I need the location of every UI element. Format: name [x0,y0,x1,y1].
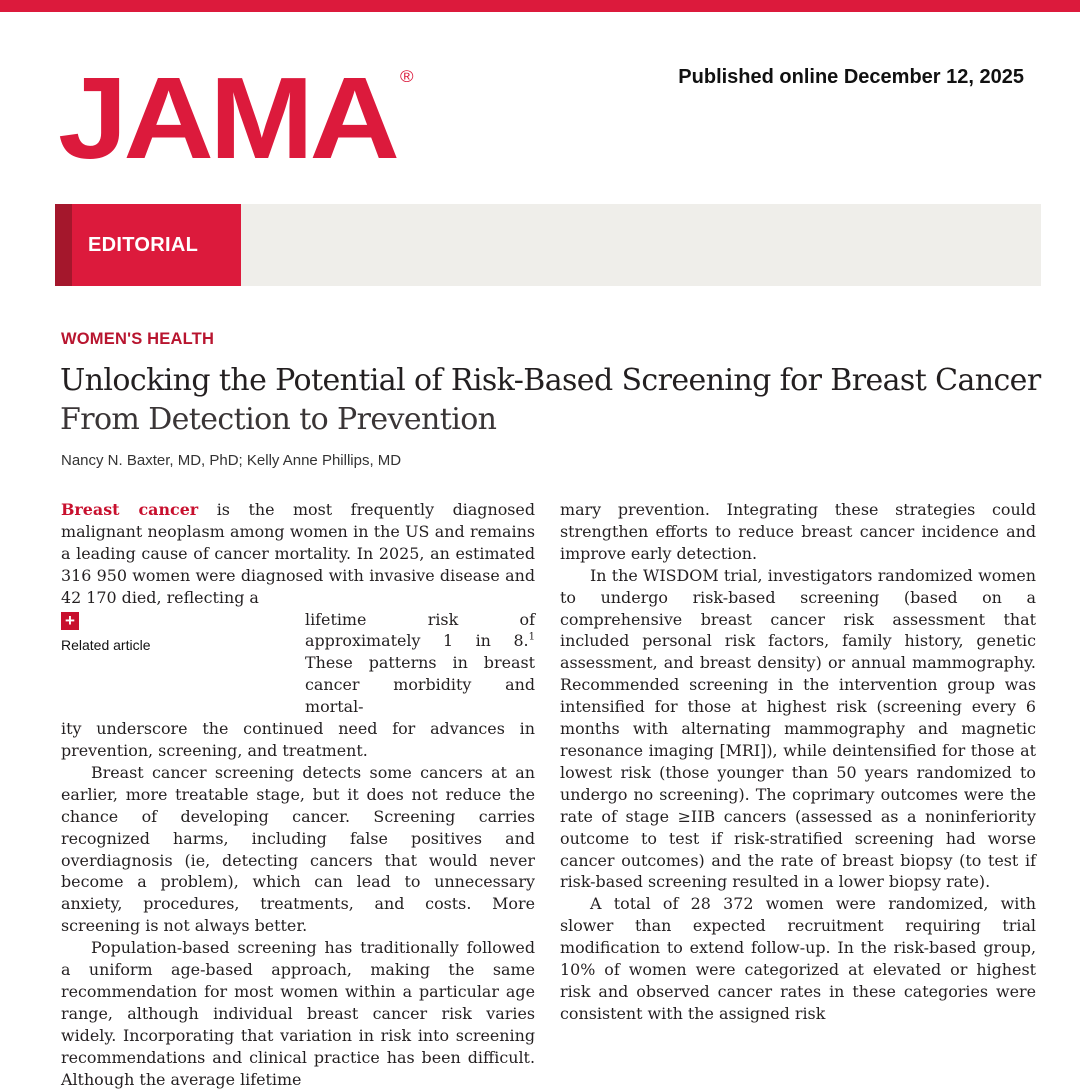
article-subtitle: From Detection to Prevention [60,402,497,437]
article-title: Unlocking the Potential of Risk-Based Screening for Breast Cancer [60,363,1041,398]
paragraph-1-text: is the most frequently diagnosed malignant neoplasm among women in the US and remains a leading cause of cancer mortality. In 2025, an estimated 316 950 women were diagnosed with invasive disease and 42 170 died, reflecting a [61,500,536,607]
body-column-right [560,499,1036,1025]
publication-date: Published online December 12, 2025 [678,66,1024,88]
paragraph-1-wrap-text-b: These patterns in breast cancer morbidity and mortal- [305,653,535,717]
paragraph-1-wrap-text-a: lifetime risk of approximately 1 in 8. [305,609,535,651]
article-type-label: EDITORIAL [88,233,199,256]
article-type-banner [55,204,1041,286]
paragraph-1 [61,499,535,609]
lead-term-link[interactable]: Breast cancer [61,500,199,519]
section-label: WOMEN'S HEALTH [61,330,215,348]
plus-icon[interactable]: + [61,612,79,630]
paragraph-3: Population-based screening has traditionally followed a uniform age-based approach, making the same recommendation for most women within a particular age range, although individual breast cancer risk varies widely. Incorporating that variation in risk into screening recommendations and clinical practice has been difficult. Although the average lifetime [61,938,535,1089]
jama-logo [58,53,414,183]
banner-label-block [55,204,241,286]
related-article-link[interactable] [61,612,151,653]
reference-1-link[interactable]: 1 [528,632,535,644]
body-column-left [61,499,535,1090]
paragraph-1-wrap [305,609,535,719]
registered-mark: ® [400,67,414,86]
related-article-label[interactable]: Related article [61,637,151,653]
paragraph-1-end: ity underscore the continued need for advances in prevention, screening, and treatment. [61,719,535,760]
paragraph-4: mary prevention. Integrating these strategies could strengthen efforts to reduce breast cancer incidence and improve early detection. [560,500,1036,563]
paragraph-6: A total of 28 372 women were randomized, with slower than expected recruitment requiring trial modification to extend follow-up. In the risk-based group, 10% of women were categorized at elevated or highest risk and observed cancer rates in these categories were consistent with the assigned risk [560,894,1036,1023]
paragraph-2: Breast cancer screening detects some cancers at an earlier, more treatable stage, but it does not reduce the chance of developing cancer. Screening carries recognized harms, including false positives and overdiagnosis (ie, detecting cancers that would never become a problem), which can lead to unnecessary anxiety, procedures, treatments, and costs. More screening is not always better. [61,762,535,936]
author-list: Nancy N. Baxter, MD, PhD; Kelly Anne Phillips, MD [61,452,402,469]
top-accent-bar [0,0,1080,12]
journal-name: JAMA [58,53,396,183]
paragraph-5: In the WISDOM trial, investigators randomized women to undergo risk-based screening (based on a comprehensive breast cancer risk assessment that included personal risk factors, family history, genetic assessment, and breast density) or annual mammography. Recommended screening in the intervention group was intensified for those at highest risk (screening every 6 months with alternating mammography and magnetic resonance imaging [MRI]), while deintensified for those at lowest risk (those younger than 50 years randomized to undergo no screening). The coprimary outcomes were the rate of stage ≥IIB cancers (assessed as a noninferiority outcome to test if risk-stratified screening had worse cancer outcomes) and the rate of breast biopsy (to test if risk-based screening resulted in a lower biopsy rate). [560,565,1036,892]
